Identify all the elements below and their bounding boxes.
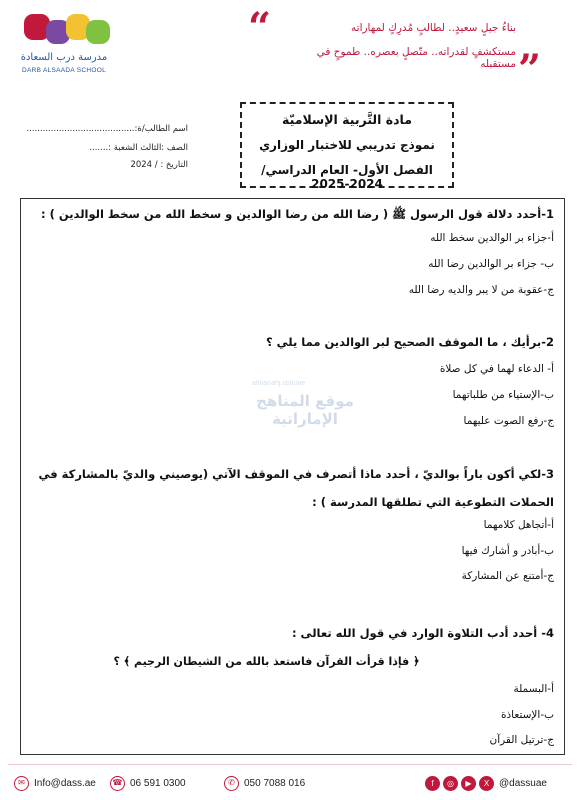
instagram-icon: ◎	[443, 776, 458, 791]
question-2-option-b: ب-الإستياء من طلباتهما	[452, 389, 554, 401]
questions-frame	[20, 198, 565, 755]
school-logo	[14, 14, 114, 80]
grade-field: الصف :الثالث الشعبة :.......	[89, 143, 188, 153]
watermark-text: موقع المناهج الإماراتية	[256, 392, 354, 428]
question-4-option-c: ج-ترتيل القرآن	[489, 734, 554, 746]
question-2-heading: 2-برأيك ، ما الموقف الصحيح لبر الوالدين مما يلي ؟	[265, 335, 554, 349]
question-1-option-b: ب- جزاء بر الوالدين رضا الله	[428, 258, 554, 270]
phone-icon: ☎	[110, 776, 125, 791]
footer-phone-2[interactable]	[224, 772, 305, 794]
question-2-option-a: أ- الدعاء لهما في كل صلاة	[439, 363, 554, 375]
question-2-option-c: ج-رفع الصوت عليهما	[463, 415, 554, 427]
question-3-heading-line-2: الحملات التطوعية التي تطلقها المدرسة ) :	[312, 495, 554, 509]
footer-social-handle: @dassuae	[499, 777, 547, 789]
question-4-option-a: أ-البسملة	[513, 683, 554, 695]
footer-social[interactable]	[425, 772, 547, 794]
question-3-option-a: أ-أتجاهل كلامهما	[483, 519, 554, 531]
youtube-icon: ▶	[461, 776, 476, 791]
question-4-verse: ﴿ فإذا قرأت القرآن فاستعذ بالله من الشيطان الرجيم ﴾ ؟	[113, 655, 420, 668]
question-3-heading-line-1: 3-لكي أكون باراً بوالديّ ، أحدد ماذا أتصرف في الموقف الآتي (يوصيني والديّ بالمشاركة في	[38, 467, 554, 481]
footer-phone-1[interactable]	[110, 772, 186, 794]
question-1-option-a: أ-جزاء بر الوالدين سخط الله	[430, 232, 554, 244]
x-icon: X	[479, 776, 494, 791]
email-icon: ✉	[14, 776, 29, 791]
question-1-option-c: ج-عقوبة من لا يبر والديه رضا الله	[408, 284, 554, 296]
school-name-ar: مدرسة درب السعادة	[20, 52, 108, 63]
facebook-icon: f	[425, 776, 440, 791]
footer-divider	[8, 764, 572, 765]
student-name-field: اسم الطالب/ة:........................................	[26, 124, 188, 134]
question-3-option-c: ج-أمتنع عن المشاركة	[461, 570, 554, 582]
logo-mark-icon	[24, 14, 114, 50]
exam-type-title: نموذج تدريبي للاختبار الوزاري	[259, 138, 435, 152]
question-3-option-b: ب-أبادر و أشارك فيها	[461, 545, 554, 557]
slogan-line-1: بناءُ جيلٍ سعيدٍ.. لطالبٍ مُدرِكٍ لمهاراته	[351, 22, 516, 34]
question-4-option-b: ب-الإستعاذة	[501, 709, 554, 721]
quote-open-icon: “	[248, 4, 272, 51]
school-name-en: DARB ALSAADA SCHOOL	[21, 67, 107, 74]
whatsapp-icon: ✆	[224, 776, 239, 791]
question-4-heading: 4- أحدد أدب التلاوة الوارد في قول الله تعالى :	[291, 626, 554, 640]
watermark	[230, 380, 380, 432]
date-field: التاريخ : / 2024	[130, 160, 188, 170]
footer-phone-1-text: 06 591 0300	[130, 777, 186, 789]
quote-close-icon: ”	[518, 46, 542, 93]
subject-title: مادة التَّربية الإسلاميّة	[282, 112, 412, 127]
watermark-url: almanahj.com/ae	[252, 380, 306, 387]
term-year-title: الفصل الأول- العام الدراسي/ 2024-2025	[261, 163, 433, 191]
question-1-heading: 1-أحدد دلالة قول الرسول ﷺ ( رضا الله من رضا الوالدين و سخط الله من سخط الوالدين ) :	[41, 207, 554, 221]
slogan-line-2: مستكشفٍ لقدراته.. متّصلٍ بعصره.. طموحٍ في مستقبله	[316, 46, 516, 70]
footer-phone-2-text: 050 7088 016	[244, 777, 306, 789]
footer-email-text: Info@dass.ae	[34, 777, 96, 789]
exam-title-box	[240, 102, 454, 191]
footer-email[interactable]	[14, 772, 96, 794]
